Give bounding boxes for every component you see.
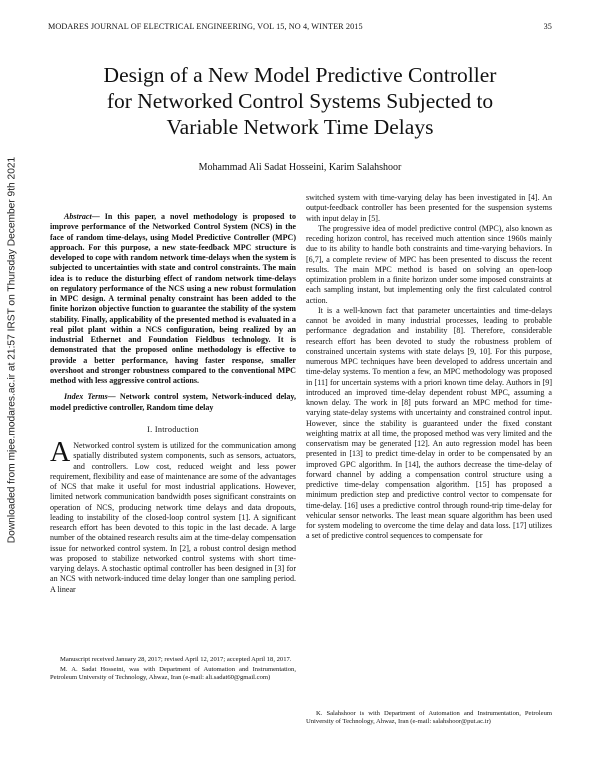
footnote: Manuscript received January 28, 2017; revised April 12, 2017; accepted April 18, 2017. — [60, 656, 292, 663]
intro-paragraph-text: Networked control system is utilized for the communication among spatially distributed system components, such as sensors, actuators, and controllers. Low cost, reduced weight and less power requirement, flexibility and ease of maintenance are some of the advantages of NCS that make it useful for most industrial applications. However, limited network communication bandwidth poses significant constraints on operation of NCS, producing network time delays and data dropouts, leading to instability of the closed-loop control system [1]. A significant research effort has been devoted to this topic in the last decade. A large number of the obtained research results aim at the time-delay compensation issue for networked control system. In [2], a robust control design method was proposed to stabilize networked control systems with short time-varying delays. A stochastic optimal controller has been designed in [3] for an NCS with network-induced time delay longer than one sampling period. A linear — [50, 441, 296, 594]
abstract-label: Abstract— — [64, 212, 100, 221]
footnote: K. Salahshoor is with Department of Automation and Instrumentation, Petroleum University of Technology, Ahwaz, Iran (e-mail: salahshoor@put.ac.ir) — [306, 710, 552, 726]
drop-cap: A — [50, 437, 71, 468]
body-paragraph: The progressive idea of model predictive control (MPC), also known as receding horizon control, has received much attention since 1960s mainly due to its ability to handle both constraints and time-varying behaviors. In [6,7], a complete review of MPC has been presented to discuss the recent results. The main MPC method is based on solving an open-loop optimization problem in a finite horizon under some imposed constraints at each sampling instant, but implementing only the first calculated control action. — [306, 223, 552, 305]
index-terms-label: Index Terms— — [64, 392, 116, 402]
body-paragraph: It is a well-known fact that parameter uncertainties and time-delays cannot be avoided in many industrial processes, leading to probable performance degradation and instability [8]. Therefore, considerable research effort has been devoted to study the robustness problem of constrained uncertain systems with state delays [9, 10]. For this purpose, numerous MPC techniques have been developed to address uncertain and time-delay systems. To mention a few, an MPC methodology was proposed in [11] for uncertain systems with a priori known time delay. Authors in [9] introduced an improved time-delay dependent robust MPC, assuming a known delay. The work in [8] puts forward an MPC method for time-varying state-delay systems with uncertainty and constrained control input. However, since the stability is guaranteed under the fixed constant weighting matrix at all time, the proposed method was very limited and the conservatism may be generated [12]. An auto regression model has been presented in [13] to predict time-delay in order to be compensated by an improved GPC algorithm. In [14], the authors decrease the time-delay of forward channel by adding a compensation control structure using a predictive time-delay compensation algorithm. [15] has proposed a minimum prediction step and predictive control vector to compensate for time-delay. [16] uses a predictive control through round-trip time-delay for vehicular sensor networks. The least mean square algorithm has been used for system modeling to overcome the time delay and data loss. [17] utilizes a set of predictive control sequences to compensate for — [306, 305, 552, 541]
footnotes-left — [50, 656, 296, 685]
running-header — [48, 22, 552, 34]
section-heading-introduction: I. Introduction — [147, 424, 199, 434]
author-list: Mohammad Ali Sadat Hosseini, Karim Salahshoor — [198, 162, 402, 173]
footnotes-right — [306, 710, 552, 728]
index-terms — [50, 392, 296, 413]
left-column — [50, 212, 296, 595]
footnote: M. A. Sadat Hosseini, was with Department of Automation and Instrumentation, Petroleum University of Technology, Ahwaz, Iran (e-mail: ali.sadat60@gmail.com) — [50, 666, 296, 682]
title-line: Design of a New Model Predictive Controller — [103, 63, 497, 87]
body-paragraph: switched system with time-varying delay has been investigated in [4]. An output-feedback controller has been presented for the suspension systems with input delay in [5]. — [306, 193, 552, 223]
right-column — [306, 193, 552, 542]
journal-name: MODARES JOURNAL OF ELECTRICAL ENGINEERING, VOL 15, NO 4, WINTER 2015 — [48, 22, 363, 31]
download-stamp-text: Downloaded from mjee.modares.ac.ir at 21:57 IRST on Thursday December 9th 2021 — [6, 156, 18, 544]
download-stamp — [5, 140, 19, 560]
abstract-text: In this paper, a novel methodology is proposed to improve performance of the Networked Control System (NCS) in the face of random time-delays, using Model Predictive Controller (MPC) approach. For this purpose, a new state-feedback MPC structure is developed to cope with random network time-delays when the system is subjected to uncertainties with state and control constraints. The main idea is to reduce the disturbing effect of random network time-delays on regulatory performance of the NCS using a new robust formulation in MPC design. A terminal penalty constraint has been added to the finite horizon objective function to guarantee the stability of the system stability. Finally, applicability of the presented method is evaluated in a real pilot plant within a NCS configuration, being realized by an industrial Ethernet and Foundation Fieldbus technology. It is demonstrated that the proposed online methodology is effective to provide a better performance, having faster response, smaller overshoot and stronger robustness compared to the conventional MPC method with less aggressive control actions. — [50, 212, 296, 385]
abstract — [50, 212, 296, 386]
page-number: 35 — [543, 22, 552, 31]
intro-paragraph — [50, 437, 296, 595]
title-line: Variable Network Time Delays — [166, 115, 434, 139]
paper-title — [40, 62, 560, 140]
index-terms-text: Network control system, Network-induced delay, model predictive controller, Random time delay — [50, 392, 296, 412]
title-line: for Networked Control Systems Subjected to — [106, 89, 494, 113]
